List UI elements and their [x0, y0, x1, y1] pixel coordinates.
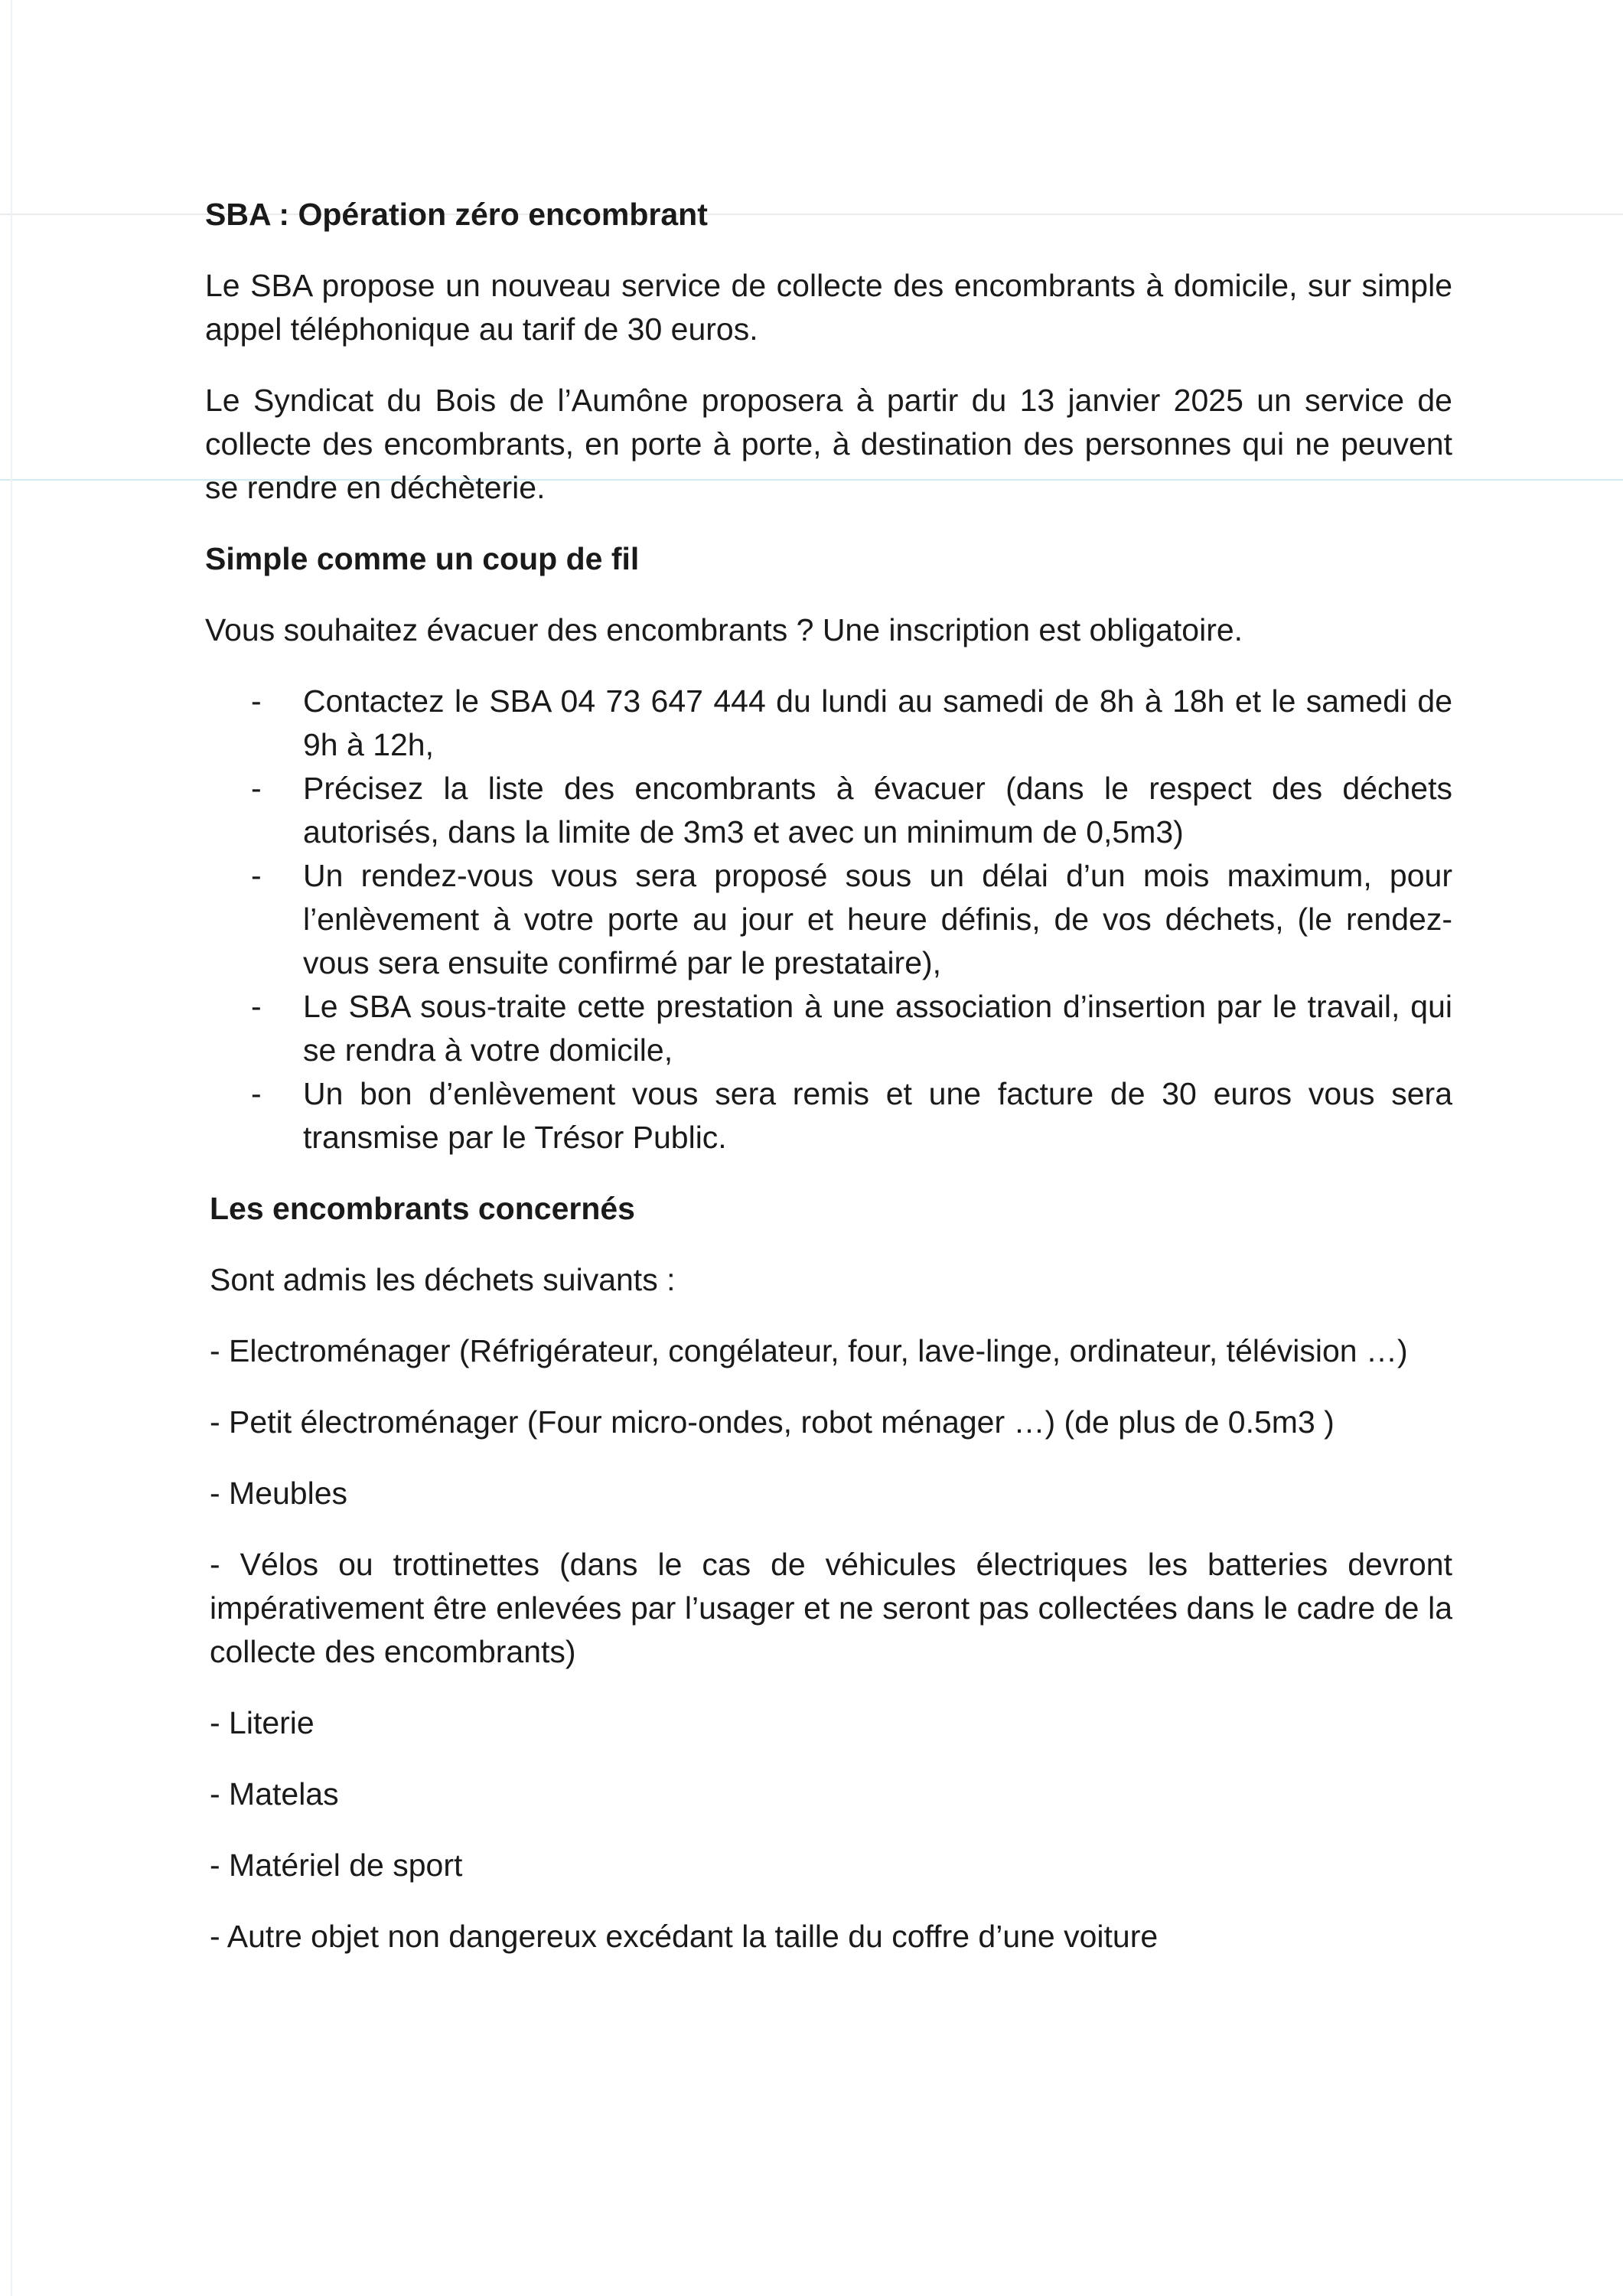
accepted-item: - Petit électroménager (Four micro-ondes, robot ménager …) (de plus de 0.5m3 ) [210, 1404, 1335, 1440]
accepted-item: - Matériel de sport [210, 1848, 463, 1883]
bullet-dash: - [251, 1076, 262, 1111]
accepted-item: - Meubles [210, 1476, 348, 1511]
document-title: SBA : Opération zéro encombrant [205, 197, 708, 232]
section-lead-phone: Vous souhaitez évacuer des encombrants ? Une inscription est obligatoire. [205, 612, 1243, 647]
list-item [205, 854, 1452, 985]
accepted-item: - Matelas [210, 1776, 339, 1812]
bullet-dash: - [251, 858, 262, 893]
list-item [205, 680, 1452, 767]
list-item [205, 985, 1452, 1072]
list-item-text: Contactez le SBA 04 73 647 444 du lundi au samedi de 8h à 18h et le samedi de 9h à 12h, [303, 683, 1452, 762]
list-item [205, 1072, 1452, 1159]
document-page [205, 193, 1452, 1958]
bullet-dash: - [251, 989, 262, 1024]
list-item [205, 767, 1452, 854]
list-item-text: Un bon d’enlèvement vous sera remis et une facture de 30 euros vous sera transmise par le Trésor Public. [303, 1076, 1452, 1155]
section-heading-items: Les encombrants concernés [210, 1191, 635, 1226]
intro-paragraph: Le Syndicat du Bois de l’Aumône proposera à partir du 13 janvier 2025 un service de collecte des encombrants, en porte à porte, à destination des personnes qui ne peuvent se rendre en déchèterie. [205, 383, 1452, 505]
section-heading-phone: Simple comme un coup de fil [205, 541, 640, 576]
accepted-item: - Electroménager (Réfrigérateur, congélateur, four, lave-linge, ordinateur, télévision …) [210, 1333, 1408, 1368]
list-item-text: Un rendez-vous vous sera proposé sous un délai d’un mois maximum, pour l’enlèvement à votre porte au jour et heure définis, de vos déchets, (le rendez-vous sera ensuite confirmé par le prestataire), [303, 858, 1452, 980]
bullet-dash: - [251, 771, 262, 806]
bullet-dash: - [251, 683, 262, 719]
accepted-item: - Autre objet non dangereux excédant la taille du coffre d’une voiture [210, 1919, 1159, 1954]
accepted-item: - Literie [210, 1705, 314, 1740]
accepted-item: - Vélos ou trottinettes (dans le cas de véhicules électriques les batteries devront impérativement être enlevées par l’usager et ne seront pas collectées dans le cadre de la collecte des encombrants) [210, 1547, 1452, 1669]
steps-list [205, 680, 1452, 1159]
section-lead-items: Sont admis les déchets suivants : [210, 1262, 676, 1297]
intro-paragraph: Le SBA propose un nouveau service de collecte des encombrants à domicile, sur simple appel téléphonique au tarif de 30 euros. [205, 268, 1452, 347]
scan-artifact-line [11, 0, 12, 2296]
list-item-text: Précisez la liste des encombrants à évacuer (dans le respect des déchets autorisés, dans la limite de 3m3 et avec un minimum de 0,5m3) [303, 771, 1452, 850]
list-item-text: Le SBA sous-traite cette prestation à une association d’insertion par le travail, qui se rendra à votre domicile, [303, 989, 1452, 1068]
